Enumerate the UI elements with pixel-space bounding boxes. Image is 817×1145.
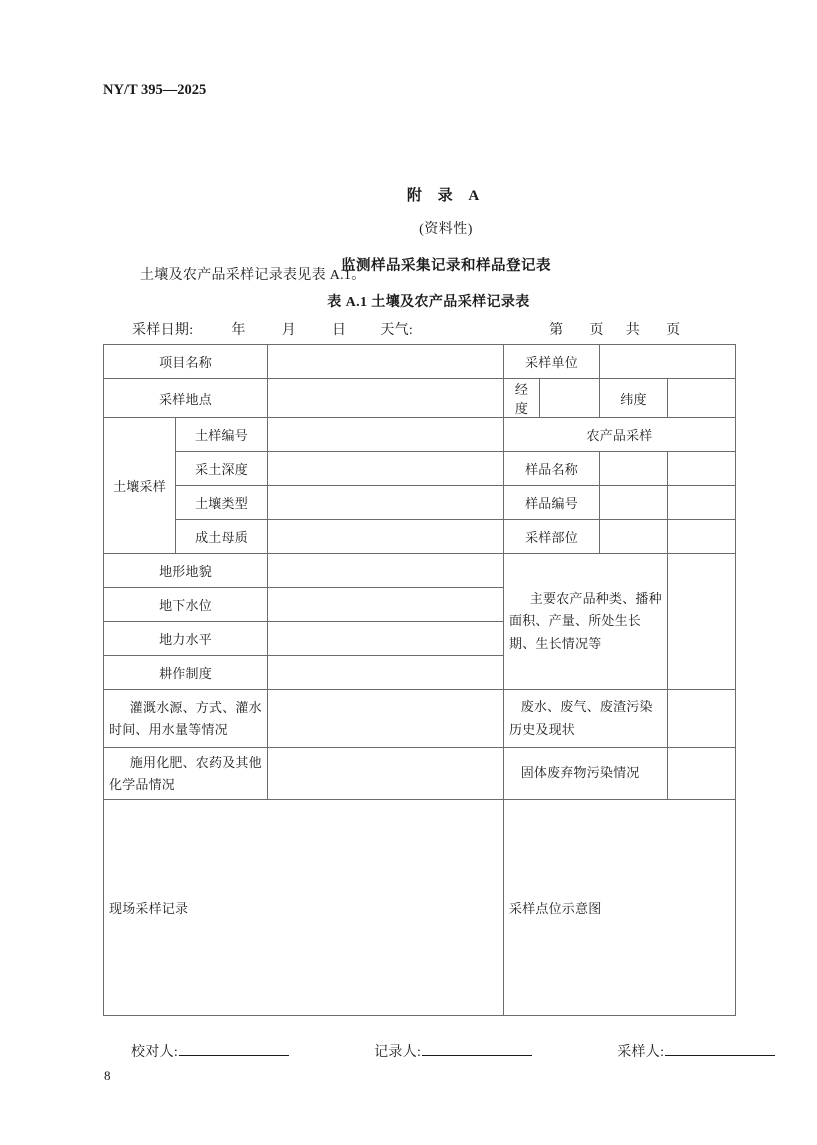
- cell-soil-sampling-group-label: 土壤采样: [104, 418, 176, 554]
- page-prefix: 第: [549, 323, 564, 338]
- cell-tillage-system-label: 耕作制度: [104, 656, 268, 690]
- checker-rule[interactable]: [179, 1055, 289, 1056]
- sampler-rule[interactable]: [665, 1055, 775, 1056]
- cell-sampling-site-value[interactable]: [268, 379, 504, 418]
- cell-irrigation-note-value[interactable]: [268, 690, 504, 748]
- page-total-label: 共: [625, 323, 641, 338]
- sampling-record-table: [103, 344, 736, 1016]
- sampling-meta-line: [132, 319, 732, 339]
- month-unit: 月: [281, 323, 297, 338]
- annex-nature: (资料性): [419, 222, 473, 237]
- cell-sample-no-label: 样品编号: [504, 486, 600, 520]
- page-number: 8: [104, 1068, 111, 1083]
- cell-soil-depth-value[interactable]: [268, 452, 504, 486]
- cell-soil-fertility-value[interactable]: [268, 622, 504, 656]
- cell-latitude-value[interactable]: [668, 379, 736, 418]
- cell-main-produce-note-value[interactable]: [668, 554, 736, 690]
- cell-sampling-part-label: 采样部位: [504, 520, 600, 554]
- cell-sampling-part-extra[interactable]: [668, 520, 736, 554]
- cell-project-name-label: 项目名称: [104, 345, 268, 379]
- annex-heading: 监测样品采集记录和样品登记表: [341, 258, 551, 274]
- document-header: [103, 82, 206, 99]
- cell-sampling-part-value[interactable]: [600, 520, 668, 554]
- cell-sample-name-extra[interactable]: [668, 452, 736, 486]
- cell-sample-no-value[interactable]: [600, 486, 668, 520]
- cell-longitude-value[interactable]: [540, 379, 600, 418]
- cell-project-name-value[interactable]: [268, 345, 504, 379]
- site-sketch-label: 采样点位示意图: [509, 901, 602, 916]
- table-row: [104, 379, 736, 418]
- cell-site-sketch[interactable]: [504, 800, 736, 1016]
- cell-sample-name-value[interactable]: [600, 452, 668, 486]
- table-caption: 表 A.1 土壤及农产品采样记录表: [327, 295, 530, 310]
- checker-signature-field[interactable]: [131, 1041, 289, 1061]
- cell-field-record[interactable]: [104, 800, 504, 1016]
- checker-label: 校对人:: [131, 1045, 179, 1060]
- cell-groundwater-level-value[interactable]: [268, 588, 504, 622]
- table-row: [104, 800, 736, 1016]
- annex-label: 附 录 A: [406, 188, 486, 204]
- page-total-unit: 页: [666, 323, 681, 338]
- day-unit: 日: [332, 323, 347, 338]
- table-row: [104, 486, 736, 520]
- recorder-label: 记录人:: [374, 1045, 422, 1060]
- cell-groundwater-level-label: 地下水位: [104, 588, 268, 622]
- cell-soil-type-value[interactable]: [268, 486, 504, 520]
- table-row: [104, 748, 736, 800]
- annex-title-block: [0, 184, 817, 275]
- sampling-date-label: 采样日期:: [132, 323, 194, 338]
- cell-sampling-site-label: 采样地点: [104, 379, 268, 418]
- cell-soil-depth-label: 采土深度: [176, 452, 268, 486]
- cell-irrigation-note-label: 灌溉水源、方式、灌水时间、用水量等情况: [104, 690, 268, 748]
- table-row: [104, 452, 736, 486]
- cell-parent-material-value[interactable]: [268, 520, 504, 554]
- cell-sample-no-extra[interactable]: [668, 486, 736, 520]
- sampler-label: 采样人:: [617, 1045, 665, 1060]
- cell-produce-sampling-header: 农产品采样: [504, 418, 736, 452]
- cell-sampling-unit-label: 采样单位: [504, 345, 600, 379]
- cell-sampling-unit-value[interactable]: [600, 345, 736, 379]
- cell-parent-material-label: 成土母质: [176, 520, 268, 554]
- cell-fertilizer-note-value[interactable]: [268, 748, 504, 800]
- recorder-rule[interactable]: [422, 1055, 532, 1056]
- weather-label: 天气:: [380, 323, 414, 338]
- cell-wastewater-note-value[interactable]: [668, 690, 736, 748]
- cell-landform-value[interactable]: [268, 554, 504, 588]
- cell-wastewater-note-label: 废水、废气、废渣污染历史及现状: [504, 690, 668, 748]
- cell-soil-sample-no-label: 土样编号: [176, 418, 268, 452]
- signature-row: [103, 1041, 743, 1061]
- table-row: [104, 554, 736, 588]
- cell-soil-fertility-label: 地力水平: [104, 622, 268, 656]
- cell-fertilizer-note-label: 施用化肥、农药及其他化学品情况: [104, 748, 268, 800]
- cell-soil-type-label: 土壤类型: [176, 486, 268, 520]
- recorder-signature-field[interactable]: [374, 1041, 532, 1061]
- cell-sample-name-label: 样品名称: [504, 452, 600, 486]
- intro-paragraph: 土壤及农产品采样记录表见表 A.1。: [140, 268, 366, 283]
- cell-landform-label: 地形地貌: [104, 554, 268, 588]
- table-row: [104, 418, 736, 452]
- table-row: [104, 690, 736, 748]
- year-unit: 年: [231, 323, 246, 338]
- table-row: [104, 520, 736, 554]
- cell-solid-waste-note-label: 固体废弃物污染情况: [504, 748, 668, 800]
- cell-tillage-system-value[interactable]: [268, 656, 504, 690]
- standard-code: NY/T 395—2025: [103, 82, 207, 98]
- cell-solid-waste-note-value[interactable]: [668, 748, 736, 800]
- cell-longitude-label: 经度: [504, 379, 540, 418]
- cell-main-produce-note-label: 主要农产品种类、播种面积、产量、所处生长期、生长情况等: [504, 554, 668, 690]
- field-record-label: 现场采样记录: [109, 901, 189, 916]
- page-unit: 页: [589, 323, 604, 338]
- cell-latitude-label: 纬度: [600, 379, 668, 418]
- sampler-signature-field[interactable]: [617, 1041, 775, 1061]
- cell-soil-sample-no-value[interactable]: [268, 418, 504, 452]
- table-row: [104, 345, 736, 379]
